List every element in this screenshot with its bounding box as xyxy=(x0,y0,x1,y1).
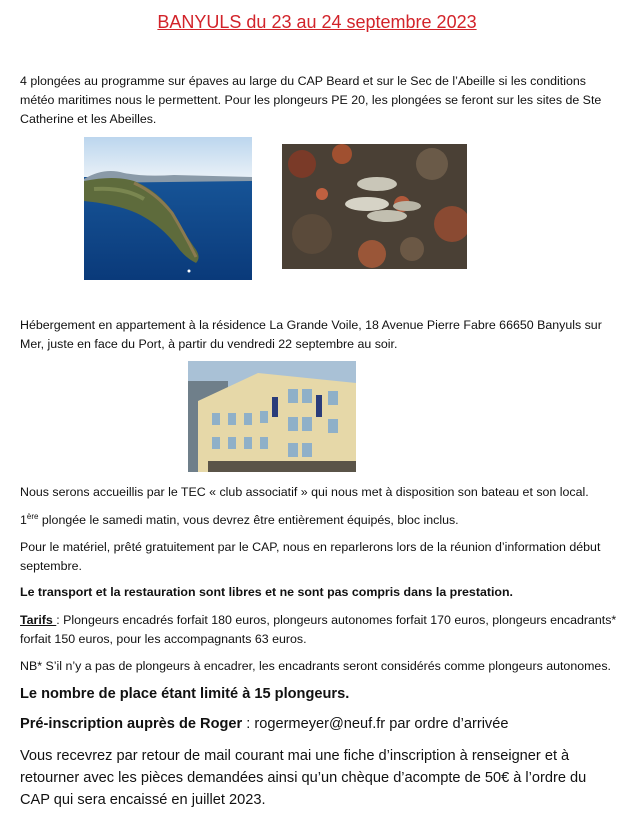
residence-building-photo xyxy=(188,361,356,472)
nb-paragraph: NB* S’il n’y a pas de plongeurs à encadrer, les encadrants seront considérés comme plongeurs autonomes. xyxy=(20,659,611,673)
premiere-num: 1 xyxy=(20,513,27,527)
underwater-fish-photo xyxy=(282,144,467,269)
preinscription-text: : rogermeyer@neuf.fr par ordre d’arrivée xyxy=(242,716,509,732)
intro-paragraph: 4 plongées au programme sur épaves au large du CAP Beard et sur le Sec de l’Abeille si les conditions météo maritimes nous le permettent. Pour les plongeurs PE 20, les plongées se feront sur les sites de Ste Catherine et les Abeilles. xyxy=(20,74,602,126)
accueil-paragraph: Nous serons accueillis par le TEC « club associatif » qui nous met à disposition son bateau et son local. xyxy=(20,485,589,499)
tarifs-text: : Plongeurs encadrés forfait 180 euros, plongeurs autonomes forfait 170 euros, plongeurs encadrants* forfait 150 euros, pour les accompagnants 63 euros. xyxy=(20,613,617,646)
premiere-plongee-paragraph xyxy=(20,511,620,530)
premiere-text: plongée le samedi matin, vous devrez être entièrement équipés, bloc inclus. xyxy=(38,513,459,527)
materiel-paragraph: Pour le matériel, prêté gratuitement par le CAP, nous en reparlerons lors de la réunion d’information début septembre. xyxy=(20,540,601,573)
transport-paragraph: Le transport et la restauration sont libres et ne sont pas compris dans la prestation. xyxy=(20,585,513,599)
tarifs-label: Tarifs xyxy=(20,613,57,627)
premiere-sup: ère xyxy=(26,511,39,521)
preinscription-label: Pré-inscription auprès de Roger xyxy=(20,716,243,732)
coastline-photo xyxy=(84,137,252,280)
hebergement-paragraph: Hébergement en appartement à la résidence La Grande Voile, 18 Avenue Pierre Fabre 66650 Banyuls sur Mer, juste en face du Port, à partir du vendredi 22 septembre au soir. xyxy=(20,318,602,351)
retour-paragraph: Vous recevrez par retour de mail courant mai une fiche d’inscription à renseigner et à retourner avec les pièces demandées ainsi qu’un chèque d’acompte de 50€ à l’ordre du CAP qui sera encaissé en juillet 2023. xyxy=(20,748,587,808)
page-title: BANYULS du 23 au 24 septembre 2023 xyxy=(157,12,477,32)
limite-paragraph: Le nombre de place étant limité à 15 plongeurs. xyxy=(20,686,350,702)
preinscription-paragraph xyxy=(20,713,620,735)
tarifs-paragraph xyxy=(20,611,620,649)
